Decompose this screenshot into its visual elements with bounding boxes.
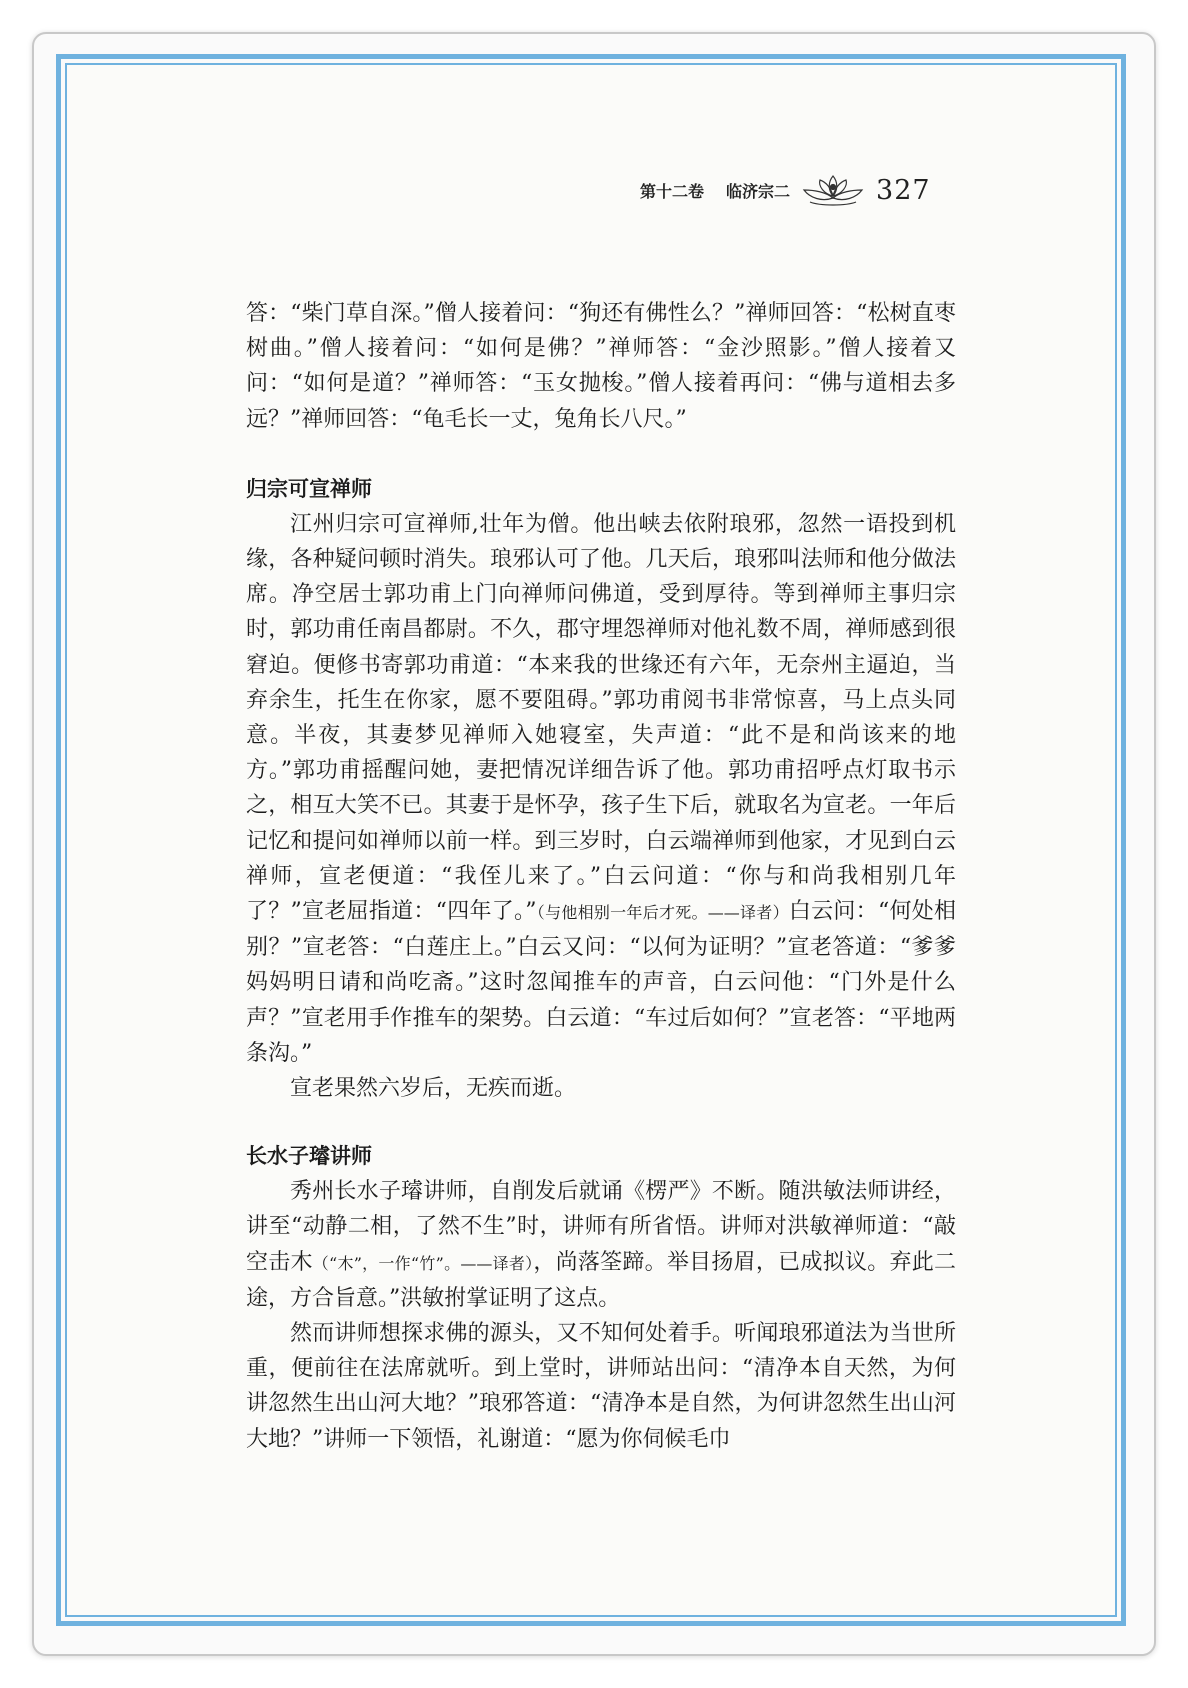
section-label: 临济宗二 [726, 181, 791, 201]
lotus-icon [800, 172, 866, 208]
text-run: 白云问：“何处相别？”宣老答：“白莲庄上。”白云又问：“以何为证明？”宣老答道：“爹爹妈妈明日请和尚吃斋。”这时忽闻推车的声音，白云问他：“门外是什么声？”宣老用手作推车的架势。白云道：“车过后如何？”宣老答：“平地两条沟。” [246, 899, 956, 1066]
section-heading-changshui: 长水子璿讲师 [246, 1144, 372, 1169]
translator-note: （与他相别一年后才死。——译者） [536, 903, 789, 923]
text-run: ，尚落筌蹄。举目扬眉，已成拟议。弃此二途，方合旨意。”洪敏拊掌证明了这点。 [246, 1249, 956, 1311]
paragraph-guizong-1 [246, 507, 956, 1071]
text-run: 江州归宗可宣禅师,壮年为僧。他出峡去依附琅邪，忽然一语投到机缘，各种疑问顿时消失。琅邪认可了他。几天后，琅邪叫法师和他分做法席。净空居士郭功甫上门向禅师问佛道，受到厚待。等到禅师主事归宗时，郭功甫任南昌都尉。不久，郡守埋怨禅师对他礼数不周，禅师感到很窘迫。便修书寄郭功甫道：“本来我的世缘还有六年，无奈州主逼迫，当弃余生，托生在你家，愿不要阻碍。”郭功甫阅书非常惊喜，马上点头同意。半夜，其妻梦见禅师入她寝室，失声道：“此不是和尚该来的地方。”郭功甫摇醒问她，妻把情况详细告诉了他。郭功甫招呼点灯取书示之，相互大笑不已。其妻于是怀孕，孩子生下后，就取名为宣老。一年后记忆和提问如禅师以前一样。到三岁时，白云端禅师到他家，才见到白云禅师，宣老便道：“我侄儿来了。”白云问道：“你与和尚我相别几年了？”宣老屈指道：“四年了。” [246, 511, 956, 925]
body-text [246, 296, 956, 1457]
running-header [640, 168, 1010, 212]
paragraph-changshui-2: 然而讲师想探求佛的源头，又不知何处着手。听闻琅邪道法为当世所重，便前往在法席就听。到上堂时，讲师站出问：“清净本自天然，为何讲忽然生出山河大地？”琅邪答道：“清净本是自然，为何讲忽然生出山河大地？”讲师一下领悟，礼谢道：“愿为你伺候毛巾 [246, 1321, 956, 1452]
text-run: 秀州长水子璿讲师，自削发后就诵《楞严》不断。随洪敏法师讲经，讲至“动静二相，了然不生”时，讲师有所省悟。讲师对洪敏禅师道：“敲空击木 [246, 1179, 956, 1275]
intro-paragraph: 答：“柴门草自深。”僧人接着问：“狗还有佛性么？”禅师回答：“松树直枣树曲。”僧人接着问：“如何是佛？”禅师答：“金沙照影。”僧人接着又问：“如何是道？”禅师答：“玉女抛梭。”僧人接着再问：“佛与道相去多远？”禅师回答：“龟毛长一丈，兔角长八尺。” [246, 301, 956, 432]
page-number: 327 [876, 174, 931, 206]
section-heading-guizong: 归宗可宣禅师 [246, 476, 372, 501]
volume-label: 第十二卷 [640, 181, 705, 201]
paragraph-guizong-2: 宣老果然六岁后，无疾而逝。 [290, 1076, 577, 1102]
translator-note: （“木”，一作“竹”。——译者） [312, 1253, 534, 1273]
paragraph-changshui-1 [246, 1174, 956, 1316]
